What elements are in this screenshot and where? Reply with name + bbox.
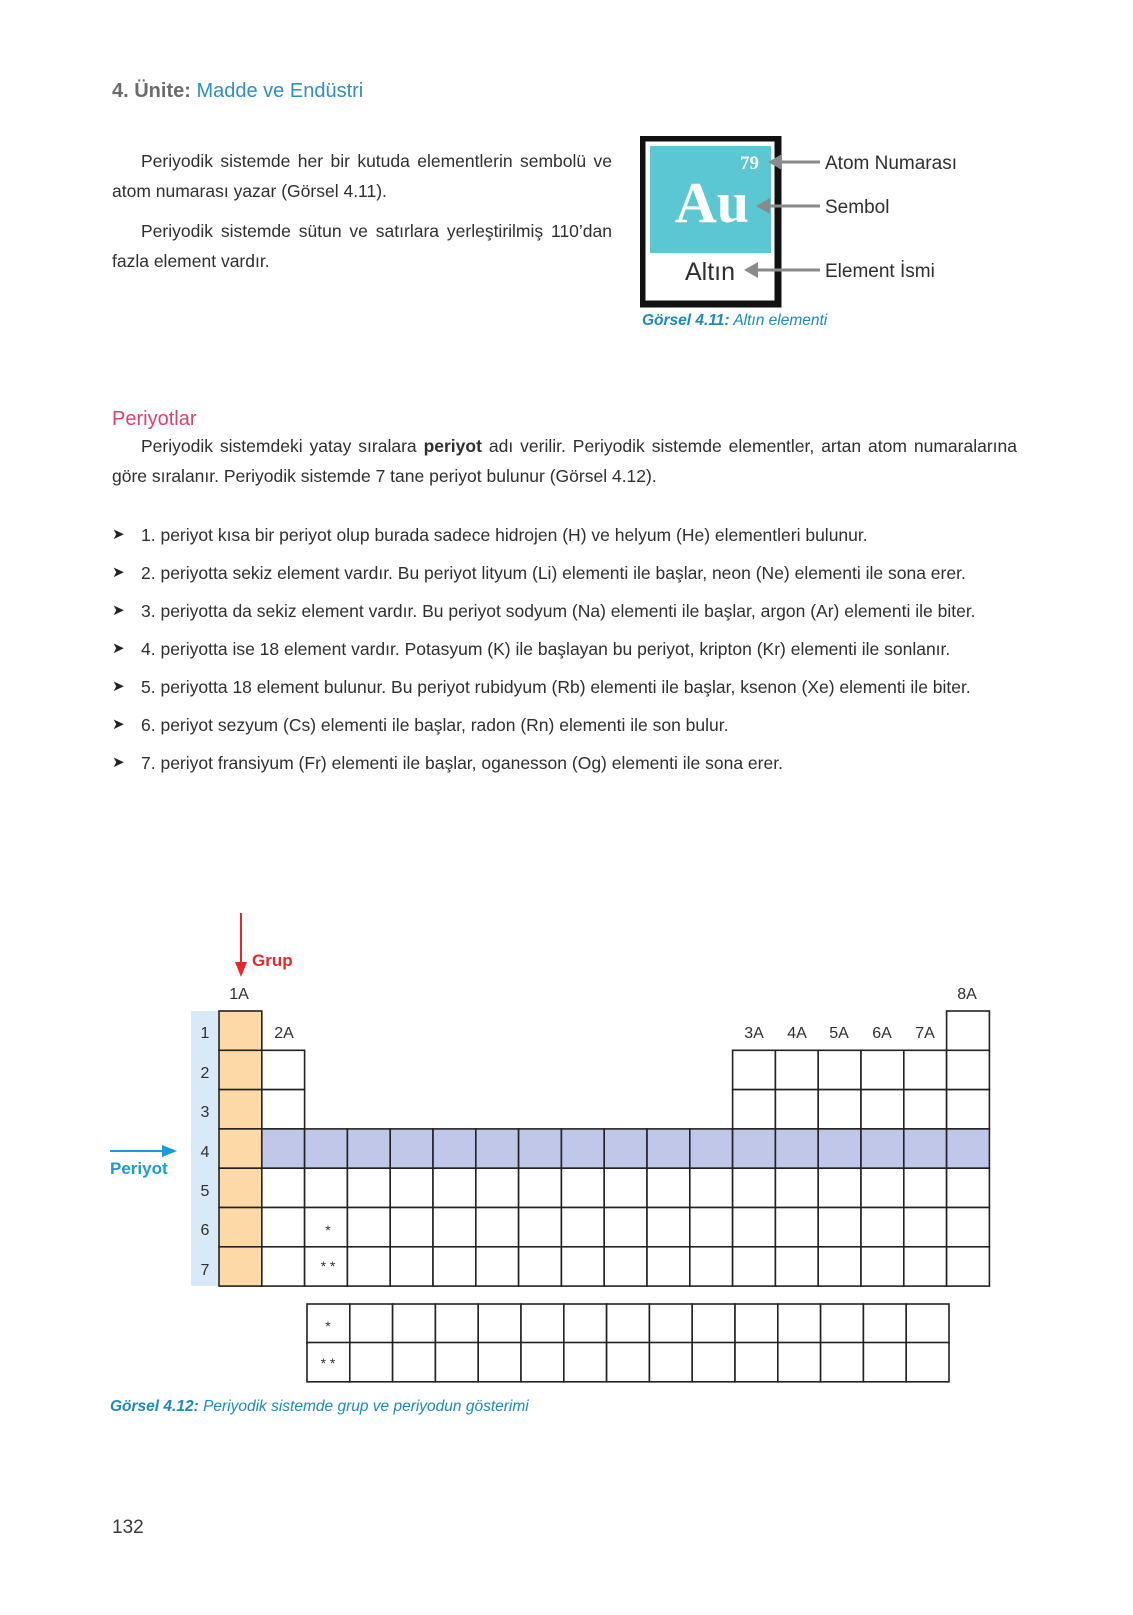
- list-item-text: 5. periyotta 18 element bulunur. Bu periyot rubidyum (Rb) elementi ile başlar, ksenon (Xe) elementi ile biter.: [141, 677, 971, 697]
- intro-paragraph-2: Periyodik sistemde sütun ve satırlara yerleştirilmiş 110’dan fazla element vardır.: [112, 221, 612, 271]
- list-item-text: 6. periyot sezyum (Cs) elementi ile başlar, radon (Rn) elementi ile son bulur.: [141, 715, 729, 735]
- element-cell: [818, 1050, 861, 1089]
- element-cell: [904, 1090, 947, 1129]
- element-cell: [861, 1208, 904, 1247]
- element-cell: [476, 1247, 519, 1286]
- period-number: 7: [200, 1262, 210, 1279]
- element-cell: [647, 1247, 690, 1286]
- element-cell: [775, 1090, 818, 1129]
- element-cell: [690, 1168, 733, 1207]
- figure-4-12-caption: [110, 1398, 529, 1416]
- element-cell: [818, 1090, 861, 1129]
- element-cell: [604, 1247, 647, 1286]
- section-intro-after: adı verilir. Periyodik sistemde elementler, artan atom numaralarına göre sıralanır. Periyodik sistemde 7 tane periyot bulunur (Görsel 4.12).: [112, 436, 1017, 486]
- element-cell: [904, 1168, 947, 1207]
- f-block-cell: [435, 1304, 478, 1343]
- period-number: 3: [200, 1104, 210, 1121]
- list-item-text: 1. periyot kısa bir periyot olup burada sadece hidrojen (H) ve helyum (He) elementleri bulunur.: [141, 525, 868, 545]
- element-cell: [818, 1129, 861, 1168]
- list-item: [112, 596, 1017, 626]
- element-cell: [647, 1168, 690, 1207]
- f-block-cell: [478, 1343, 521, 1382]
- element-cell: [861, 1129, 904, 1168]
- list-item-text: 7. periyot fransiyum (Fr) elementi ile başlar, oganesson (Og) elementi ile sona erer.: [141, 753, 783, 773]
- label-element-name: Element İsmi: [825, 261, 935, 282]
- unit-label: 4. Ünite:: [112, 80, 191, 102]
- f-block-cell: [821, 1304, 864, 1343]
- element-cell: [433, 1168, 476, 1207]
- f-block-cell: [735, 1304, 778, 1343]
- arrow-bullet-icon: ➤: [112, 602, 125, 619]
- unit-title: Madde ve Endüstri: [196, 80, 364, 102]
- f-block-cell: [778, 1304, 821, 1343]
- element-cell: [690, 1208, 733, 1247]
- f-block-cell: [521, 1304, 564, 1343]
- element-cell: [390, 1208, 433, 1247]
- f-block-cell: [735, 1343, 778, 1382]
- f-block-cell: [906, 1304, 949, 1343]
- section-intro: [112, 431, 1017, 491]
- f-block-cell: [393, 1304, 436, 1343]
- figure-4-11-caption: [642, 312, 827, 330]
- element-cell: [818, 1208, 861, 1247]
- f-block-cell: [393, 1343, 436, 1382]
- element-cell: [219, 1168, 262, 1207]
- element-cell: [775, 1168, 818, 1207]
- element-cell: [775, 1129, 818, 1168]
- lanthanide-mark: *: [325, 1222, 331, 1238]
- group-label-4a: 4A: [787, 1025, 807, 1042]
- arrow-bullet-icon: ➤: [112, 716, 125, 733]
- element-cell: [647, 1208, 690, 1247]
- element-cell: [262, 1208, 305, 1247]
- f-block-cell: [435, 1343, 478, 1382]
- list-item: [112, 558, 1017, 588]
- element-cell: [433, 1208, 476, 1247]
- element-cell: [690, 1247, 733, 1286]
- element-cell: [861, 1090, 904, 1129]
- f-block-cell: [564, 1304, 607, 1343]
- f-block-cell: [649, 1343, 692, 1382]
- arrow-bullet-icon: ➤: [112, 678, 125, 695]
- element-cell: [305, 1129, 348, 1168]
- f-block-cell: [478, 1304, 521, 1343]
- element-cell: [347, 1247, 390, 1286]
- periyot-arrow-icon: [110, 1145, 177, 1157]
- element-name: Altın: [684, 258, 736, 286]
- list-item: [112, 520, 1017, 550]
- element-symbol: Au: [674, 170, 750, 235]
- list-item: [112, 710, 1017, 740]
- periyot-label: Periyot: [110, 1159, 168, 1178]
- period-number: 1: [200, 1025, 210, 1042]
- figure-4-11-text: Altın elementi: [733, 312, 828, 329]
- element-cell: [947, 1050, 990, 1089]
- element-card-figure: [640, 136, 1000, 312]
- f-block-cell: [863, 1304, 906, 1343]
- arrow-bullet-icon: ➤: [112, 564, 125, 581]
- element-cell: [390, 1129, 433, 1168]
- f-block-cell: [863, 1343, 906, 1382]
- element-cell: [219, 1247, 262, 1286]
- element-cell: [861, 1168, 904, 1207]
- element-cell: [733, 1168, 776, 1207]
- figure-4-12-text: Periyodik sistemde grup ve periyodun gösterimi: [203, 1398, 529, 1415]
- element-cell: [947, 1129, 990, 1168]
- element-cell: [861, 1050, 904, 1089]
- group-label-2a: 2A: [274, 1025, 294, 1042]
- element-cell: [347, 1168, 390, 1207]
- figure-4-12-ref: Görsel 4.12:: [110, 1398, 199, 1415]
- element-cell: [818, 1247, 861, 1286]
- group-label-1a: 1A: [229, 986, 249, 1003]
- f-block-cell: [564, 1343, 607, 1382]
- element-cell: [947, 1168, 990, 1207]
- list-item-text: 3. periyotta da sekiz element vardır. Bu periyot sodyum (Na) elementi ile başlar, argon (Ar) elementi ile biter.: [141, 601, 976, 621]
- period-number: 6: [200, 1222, 210, 1239]
- element-cell: [561, 1129, 604, 1168]
- f-block-cell: [692, 1304, 735, 1343]
- period-number: 2: [200, 1065, 210, 1082]
- element-cell: [947, 1090, 990, 1129]
- element-cell: [305, 1168, 348, 1207]
- element-cell: [818, 1168, 861, 1207]
- f-block-cell: [821, 1343, 864, 1382]
- page-number: 132: [112, 1517, 144, 1538]
- lanthanide-row-mark: *: [325, 1318, 331, 1334]
- element-cell: [219, 1129, 262, 1168]
- element-cell: [390, 1247, 433, 1286]
- group-label-6a: 6A: [872, 1025, 892, 1042]
- element-cell: [733, 1208, 776, 1247]
- list-item-text: 4. periyotta ise 18 element vardır. Potasyum (K) ile başlayan bu periyot, kripton (Kr) elementi ile sonlanır.: [141, 639, 951, 659]
- element-cell: [690, 1129, 733, 1168]
- element-cell: [561, 1208, 604, 1247]
- list-item: [112, 672, 1017, 702]
- label-atom-number: Atom Numarası: [825, 153, 957, 174]
- period-number: 5: [200, 1183, 210, 1200]
- f-block-cell: [607, 1343, 650, 1382]
- grup-label: Grup: [252, 951, 293, 970]
- f-block-cell: [778, 1343, 821, 1382]
- element-cell: [347, 1208, 390, 1247]
- element-cell: [775, 1247, 818, 1286]
- arrow-element-name: [744, 262, 820, 278]
- section-intro-bold: periyot: [423, 436, 482, 456]
- element-cell: [390, 1168, 433, 1207]
- group-label-5a: 5A: [829, 1025, 849, 1042]
- element-cell: [433, 1129, 476, 1168]
- section-intro-before: Periyodik sistemdeki yatay sıralara: [141, 436, 424, 456]
- element-cell: [904, 1208, 947, 1247]
- element-cell: [219, 1208, 262, 1247]
- element-cell: [604, 1168, 647, 1207]
- table-cells: [219, 1011, 989, 1382]
- element-cell: [733, 1090, 776, 1129]
- element-cell: [476, 1208, 519, 1247]
- element-cell: [904, 1247, 947, 1286]
- actinide-mark: * *: [320, 1258, 336, 1274]
- element-cell: [733, 1050, 776, 1089]
- element-cell: [904, 1050, 947, 1089]
- element-cell: [861, 1247, 904, 1286]
- f-block-cell: [649, 1304, 692, 1343]
- element-cell: [947, 1011, 990, 1050]
- periodic-table-diagram: [0, 900, 1133, 1400]
- actinide-row-mark: * *: [320, 1355, 336, 1371]
- element-cell: [219, 1011, 262, 1050]
- f-block-cell: [350, 1343, 393, 1382]
- intro-paragraph-1: Periyodik sistemde her bir kutuda elementlerin sembolü ve atom numarası yazar (Görsel 4.11).: [112, 151, 612, 201]
- period-bullet-list: [112, 520, 1017, 786]
- element-cell: [262, 1247, 305, 1286]
- element-cell: [476, 1168, 519, 1207]
- element-cell: [647, 1129, 690, 1168]
- element-cell: [519, 1168, 562, 1207]
- section-title: Periyotlar: [112, 408, 197, 430]
- element-cell: [262, 1129, 305, 1168]
- element-cell: [262, 1090, 305, 1129]
- element-cell: [519, 1247, 562, 1286]
- group-label-7a: 7A: [915, 1025, 935, 1042]
- f-block-cell: [521, 1343, 564, 1382]
- element-cell: [347, 1129, 390, 1168]
- element-cell: [476, 1129, 519, 1168]
- group-label-8a: 8A: [957, 986, 977, 1003]
- figure-4-11-ref: Görsel 4.11:: [642, 312, 730, 329]
- element-cell: [775, 1050, 818, 1089]
- group-label-3a: 3A: [744, 1025, 764, 1042]
- f-block-cell: [906, 1343, 949, 1382]
- label-symbol: Sembol: [825, 197, 890, 218]
- f-block-cell: [692, 1343, 735, 1382]
- list-item: [112, 634, 1017, 664]
- period-number: 4: [200, 1144, 210, 1161]
- list-item: [112, 748, 1017, 778]
- element-cell: [561, 1168, 604, 1207]
- element-cell: [775, 1208, 818, 1247]
- element-cell: [219, 1050, 262, 1089]
- grup-arrow-icon: [235, 913, 247, 977]
- arrow-bullet-icon: ➤: [112, 640, 125, 657]
- element-cell: [519, 1129, 562, 1168]
- element-cell: [219, 1090, 262, 1129]
- f-block-cell: [350, 1304, 393, 1343]
- element-cell: [904, 1129, 947, 1168]
- element-cell: [519, 1208, 562, 1247]
- element-cell: [947, 1208, 990, 1247]
- element-cell: [561, 1247, 604, 1286]
- atomic-number: 79: [740, 153, 759, 174]
- intro-text: [112, 146, 612, 276]
- unit-header: [112, 80, 363, 103]
- element-cell: [733, 1129, 776, 1168]
- arrow-bullet-icon: ➤: [112, 526, 125, 543]
- arrow-bullet-icon: ➤: [112, 754, 125, 771]
- list-item-text: 2. periyotta sekiz element vardır. Bu periyot lityum (Li) elementi ile başlar, neon (Ne) elementi ile sona erer.: [141, 563, 966, 583]
- element-cell: [604, 1129, 647, 1168]
- element-cell: [733, 1247, 776, 1286]
- element-cell: [604, 1208, 647, 1247]
- element-cell: [262, 1168, 305, 1207]
- element-cell: [262, 1050, 305, 1089]
- f-block-cell: [607, 1304, 650, 1343]
- element-cell: [433, 1247, 476, 1286]
- element-cell: [947, 1247, 990, 1286]
